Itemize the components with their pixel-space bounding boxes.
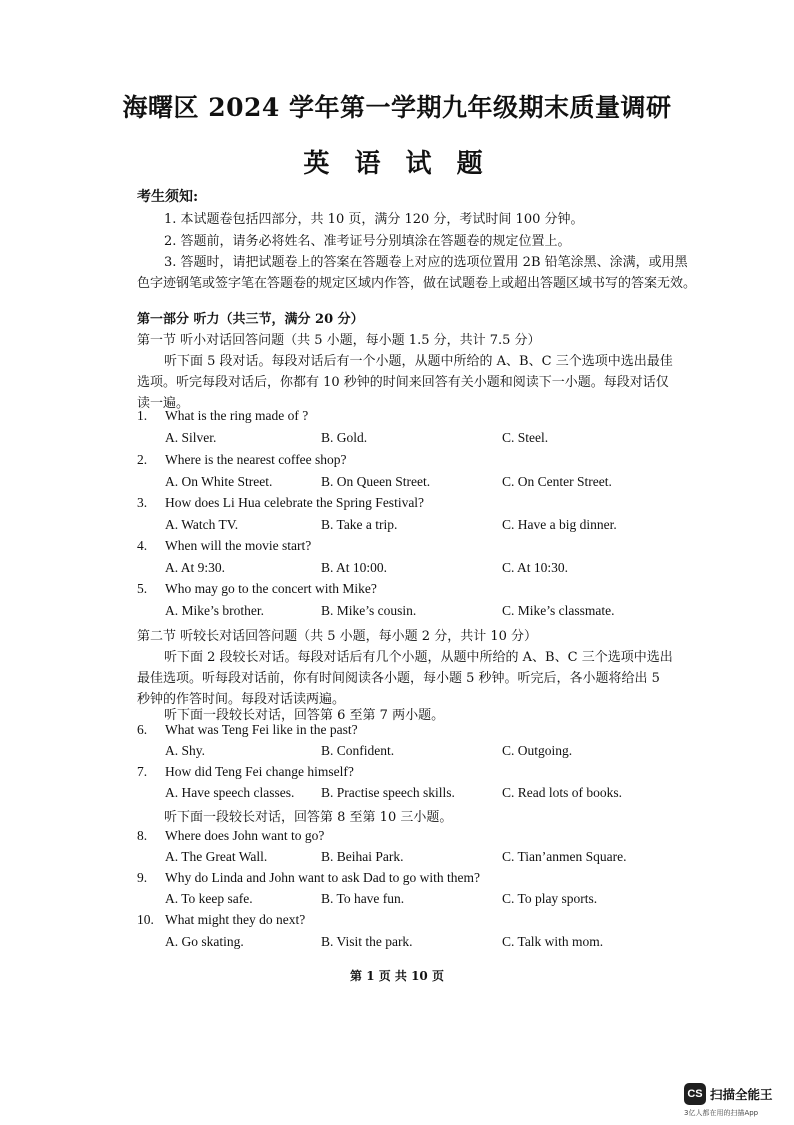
- question-text: What might they do next?: [165, 912, 306, 927]
- question-number: 4.: [137, 538, 148, 553]
- part1-heading: 第一部分 听力（共三节，满分 20 分）: [137, 312, 364, 327]
- page-title: 海曙区 2024 学年第一学期九年级期末质量调研: [122, 93, 672, 122]
- section2-instruction: 听下面 2 段较长对话。每段对话后有几个小题，从题中所给的 A、B、C 三个选项中选出: [164, 650, 673, 665]
- option-a: A. Mike’s brother.: [165, 603, 264, 618]
- option-a: A. Shy.: [165, 743, 206, 758]
- option-b: B. At 10:00.: [321, 560, 388, 575]
- option-c: C. Outgoing.: [502, 743, 573, 758]
- notice-item-2: 2. 答题前，请务必将姓名、准考证号分别填涂在答题卷的规定位置上。: [164, 234, 571, 249]
- option-c: C. Tian’anmen Square.: [502, 849, 627, 864]
- option-b: B. Confident.: [321, 743, 395, 758]
- option-c: C. On Center Street.: [502, 474, 612, 489]
- option-c: C. Mike’s classmate.: [502, 603, 615, 618]
- option-c: C. Read lots of books.: [502, 785, 622, 800]
- question-text: What was Teng Fei like in the past?: [165, 722, 358, 737]
- option-a: A. To keep safe.: [165, 891, 253, 906]
- notice-heading: 考生须知:: [137, 189, 199, 205]
- section2-heading: 第二节 听较长对话回答问题（共 5 小题，每小题 2 分，共计 10 分）: [137, 629, 538, 644]
- page-footer: 第 1 页 共 10 页: [350, 969, 444, 983]
- question-text: How does Li Hua celebrate the Spring Festival?: [165, 495, 425, 510]
- page-subtitle: 英 语 试 题: [303, 149, 491, 179]
- question-number: 8.: [137, 828, 148, 843]
- option-c: C. Have a big dinner.: [502, 517, 617, 532]
- option-a: A. Watch TV.: [165, 517, 239, 532]
- option-a: A. Silver.: [165, 430, 217, 445]
- option-a: A. At 9:30.: [165, 560, 226, 575]
- question-text: What is the ring made of ?: [165, 408, 309, 423]
- scanner-tagline: 3亿人都在用的扫描App: [684, 1109, 759, 1117]
- question-text: Why do Linda and John want to ask Dad to go with them?: [165, 870, 480, 885]
- option-c: C. To play sports.: [502, 891, 598, 906]
- question-number: 3.: [137, 495, 148, 510]
- section2-instruction: 秒钟的作答时间。每段对话读两遍。: [137, 692, 346, 707]
- section1-instruction: 读一遍。: [137, 396, 190, 411]
- dialog2-note: 听下面一段较长对话，回答第 8 至第 10 三小题。: [164, 810, 453, 825]
- scanner-brand-name: 扫描全能王: [710, 1087, 773, 1102]
- question-text: Where does John want to go?: [165, 828, 325, 843]
- option-a: A. Have speech classes.: [165, 785, 295, 800]
- section1-heading: 第一节 听小对话回答问题（共 5 小题，每小题 1.5 分，共计 7.5 分）: [137, 333, 541, 348]
- dialog1-note: 听下面一段较长对话，回答第 6 至第 7 两小题。: [164, 708, 445, 723]
- option-b: B. Mike’s cousin.: [321, 603, 417, 618]
- question-number: 2.: [137, 452, 148, 467]
- question-number: 5.: [137, 581, 148, 596]
- camscanner-logo-icon: CS: [684, 1083, 706, 1105]
- option-b: B. Beihai Park.: [321, 849, 404, 864]
- option-b: B. Visit the park.: [321, 934, 413, 949]
- option-a: A. On White Street.: [165, 474, 273, 489]
- question-number: 9.: [137, 870, 148, 885]
- option-b: B. Gold.: [321, 430, 368, 445]
- section1-instruction: 听下面 5 段对话。每段对话后有一个小题，从题中所给的 A、B、C 三个选项中选出最佳: [164, 354, 673, 369]
- notice-item-3: 3. 答题时，请把试题卷上的答案在答题卷上对应的选项位置用 2B 铅笔涂黑、涂满，或用黑: [164, 255, 688, 270]
- option-b: B. Practise speech skills.: [321, 785, 455, 800]
- option-c: C. Steel.: [502, 430, 549, 445]
- option-b: B. To have fun.: [321, 891, 405, 906]
- question-text: Where is the nearest coffee shop?: [165, 452, 347, 467]
- question-number: 1.: [137, 408, 148, 423]
- section1-instruction: 选项。听完每段对话后，你都有 10 秒钟的时间来回答有关小题和阅读下一小题。每段对话仅: [137, 375, 669, 390]
- question-text: When will the movie start?: [165, 538, 312, 553]
- question-number: 10.: [137, 912, 154, 927]
- option-b: B. Take a trip.: [321, 517, 398, 532]
- question-text: Who may go to the concert with Mike?: [165, 581, 377, 596]
- option-b: B. On Queen Street.: [321, 474, 431, 489]
- option-a: A. Go skating.: [165, 934, 244, 949]
- option-c: C. Talk with mom.: [502, 934, 604, 949]
- option-c: C. At 10:30.: [502, 560, 569, 575]
- notice-item-1: 1. 本试题卷包括四部分，共 10 页，满分 120 分，考试时间 100 分钟。: [164, 212, 584, 227]
- question-text: How did Teng Fei change himself?: [165, 764, 354, 779]
- scanner-watermark: [684, 1083, 790, 1119]
- option-a: A. The Great Wall.: [165, 849, 268, 864]
- section2-instruction: 最佳选项。听每段对话前，你有时间阅读各小题，每小题 5 秒钟。听完后，各小题将给出 5: [137, 671, 660, 686]
- notice-item-3-cont: 色字迹钢笔或签字笔在答题卷的规定区域内作答，做在试题卷上或超出答题区域书写的答案无效。: [137, 276, 697, 291]
- question-number: 7.: [137, 764, 148, 779]
- question-number: 6.: [137, 722, 148, 737]
